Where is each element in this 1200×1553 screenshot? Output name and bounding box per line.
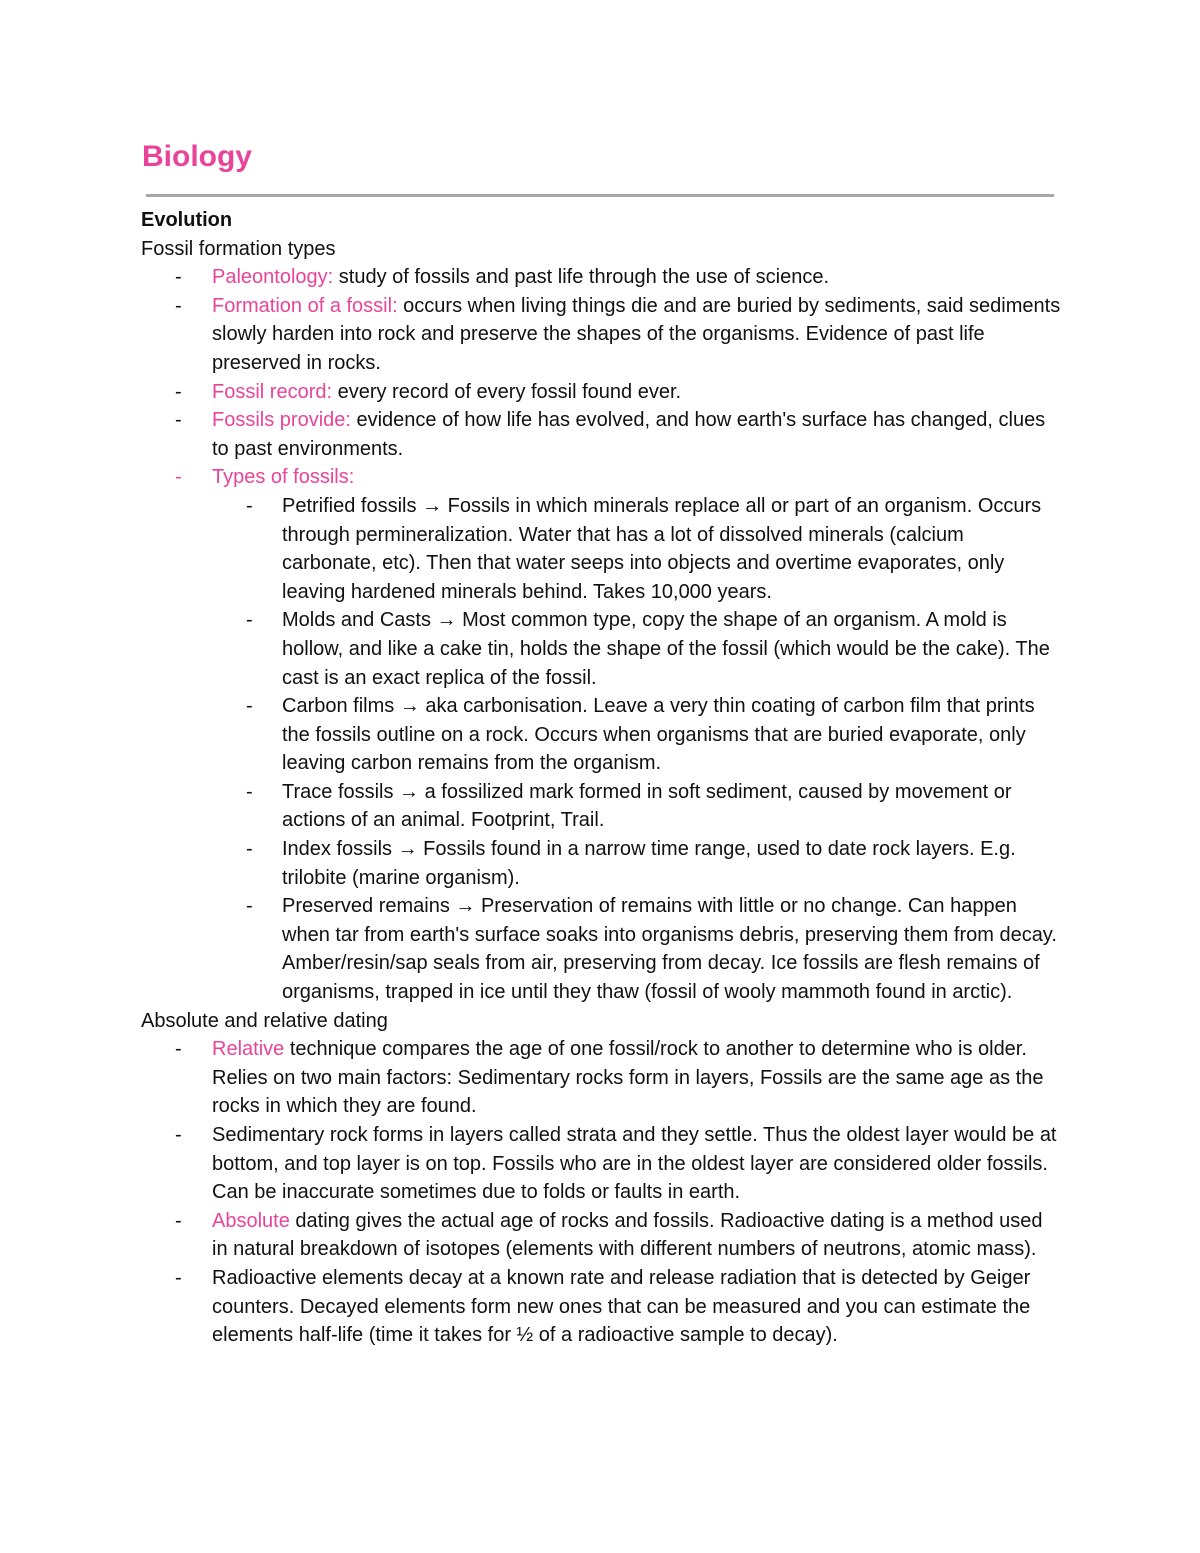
bullet-dash: -: [175, 1038, 182, 1061]
term-label: Paleontology:: [212, 266, 334, 289]
subheading-fossil-formation: Fossil formation types: [141, 237, 336, 260]
bullet-dash: -: [246, 494, 253, 517]
list-item: [212, 492, 1061, 606]
item-text: Molds and Casts → Most common type, copy the shape of an organism. A mold is hollow, and like a cake tin, holds the shape of the fossil (which would be the cake). The cast is an exact replica of the fossil.: [282, 609, 1050, 689]
list-item: [141, 263, 1061, 292]
bullet-dash: -: [175, 1124, 182, 1146]
item-text: occurs when living things die and are buried by sediments, said sediments slowly harden into rock and preserve the shapes of the organisms. Evidence of past life preserved in rocks.: [212, 294, 1061, 374]
list-item: [212, 892, 1061, 1006]
page-title: Biology: [142, 140, 252, 173]
list-item: [141, 406, 1061, 463]
item-text: technique compares the age of one fossil/rock to another to determine who is older. Relies on two main factors: Sedimentary rocks form in layers, Fossils are the same age as the rocks in which they are found.: [212, 1038, 1044, 1118]
section-heading: Evolution: [141, 209, 233, 231]
title-divider: [146, 194, 1054, 197]
list-item: [141, 1264, 1061, 1350]
term-label: Fossil record:: [212, 380, 333, 403]
term-label: Types of fossils:: [212, 466, 355, 489]
item-text: Preserved remains → Preservation of remains with little or no change. Can happen when tar from earth's surface soaks into organisms debris, preserving them from decay. Amber/resin/sap seals from air, preserving from decay. Ice fossils are flesh remains of organisms, trapped in ice until they thaw (fossil of wooly mammoth found in arctic).: [282, 895, 1057, 1004]
list-item: [212, 778, 1061, 835]
list-item: [141, 378, 1061, 407]
list-item: [141, 1121, 1061, 1207]
list-item: [212, 835, 1061, 892]
dating-bullet-list: [141, 1035, 1061, 1350]
list-item: [141, 463, 1061, 1006]
bullet-dash: -: [175, 1209, 182, 1232]
document-body: [141, 206, 1061, 1350]
term-label: Formation of a fossil:: [212, 294, 398, 317]
list-item: [212, 606, 1061, 692]
term-label: Relative: [212, 1038, 285, 1061]
item-text: Trace fossils → a fossilized mark formed in soft sediment, caused by movement or actions of an animal. Footprint, Trail.: [282, 780, 1012, 832]
bullet-dash: -: [175, 466, 182, 489]
item-text: every record of every fossil found ever.: [332, 380, 682, 403]
item-text: Sedimentary rock forms in layers called strata and they settle. Thus the oldest layer would be at bottom, and top layer is on top. Fossils who are in the oldest layer are considered older fossils. Can be inaccurate sometimes due to folds or faults in earth.: [212, 1124, 1057, 1204]
bullet-dash: -: [175, 266, 182, 289]
fossil-types-list: [212, 492, 1061, 1007]
item-text: dating gives the actual age of rocks and fossils. Radioactive dating is a method used in natural breakdown of isotopes (elements with different numbers of neutrons, atomic mass).: [212, 1209, 1043, 1261]
bullet-dash: -: [175, 409, 182, 432]
bullet-dash: -: [246, 838, 253, 861]
list-item: [141, 1207, 1061, 1264]
list-item: [212, 692, 1061, 778]
item-text: Carbon films → aka carbonisation. Leave a very thin coating of carbon film that prints the fossils outline on a rock. Occurs when organisms that are buried evaporate, only leaving carbon remains from the organism.: [282, 695, 1035, 775]
list-item: [141, 1035, 1061, 1121]
bullet-dash: -: [246, 780, 253, 803]
bullet-dash: -: [246, 609, 253, 632]
bullet-dash: -: [246, 695, 253, 718]
list-item: [141, 292, 1061, 378]
term-label: Fossils provide:: [212, 409, 351, 432]
item-text: Index fossils → Fossils found in a narrow time range, used to date rock layers. E.g. trilobite (marine organism).: [282, 838, 1016, 889]
item-text: Radioactive elements decay at a known rate and release radiation that is detected by Geiger counters. Decayed elements form new ones that can be measured and you can estimate the elements half-life (time it takes for ½ of a radioactive sample to decay).: [212, 1266, 1031, 1347]
bullet-dash: -: [175, 380, 182, 403]
item-text: study of fossils and past life through the use of science.: [333, 266, 830, 289]
bullet-dash: -: [175, 1266, 182, 1289]
item-text: Petrified fossils → Fossils in which minerals replace all or part of an organism. Occurs through permineralization. Water that has a lot of dissolved minerals (calcium carbonate, etc). Then that water seeps into objects and overtime evaporates, only leaving hardened minerals behind. Takes 10,000 years.: [282, 494, 1042, 603]
bullet-dash: -: [246, 895, 253, 918]
subheading-dating: Absolute and relative dating: [141, 1009, 388, 1032]
bullet-dash: -: [175, 294, 182, 317]
item-text: evidence of how life has evolved, and how earth's surface has changed, clues to past environments.: [212, 409, 1046, 460]
fossil-bullet-list: [141, 263, 1061, 1006]
term-label: Absolute: [212, 1209, 290, 1232]
